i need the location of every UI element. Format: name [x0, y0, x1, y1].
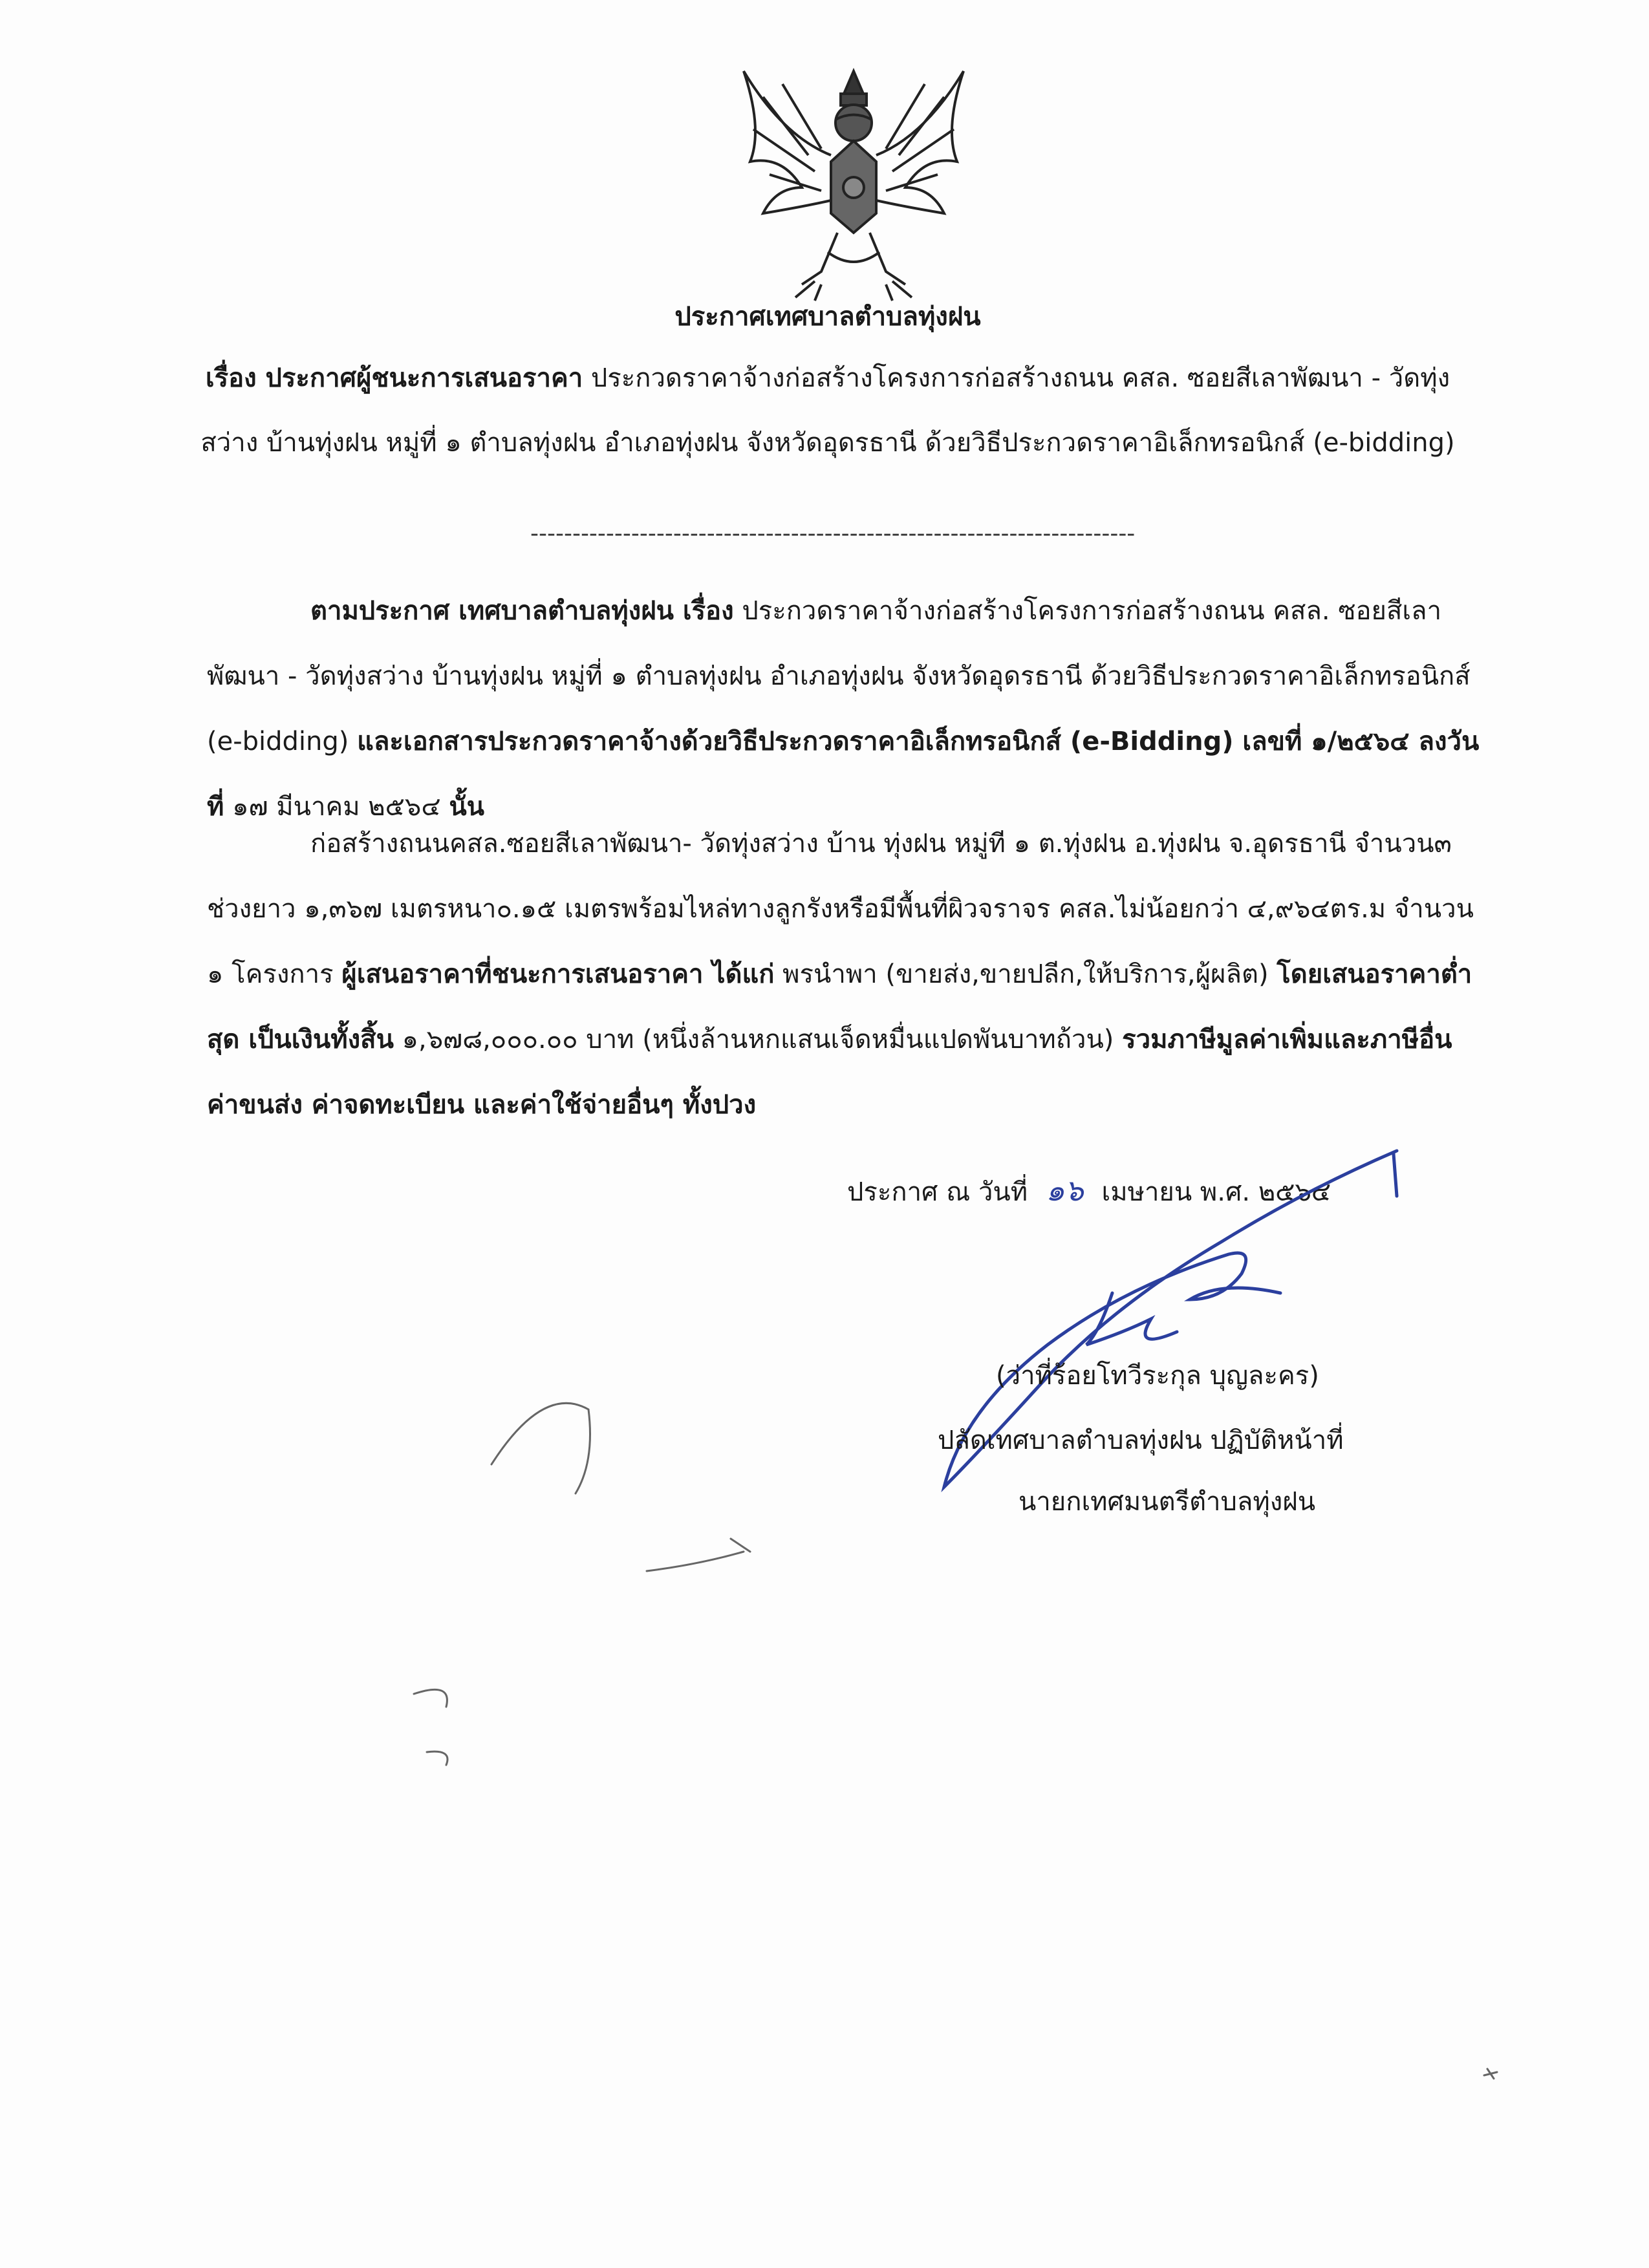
p1-part-2: ประกวดราคาจ้างก่อสร้างโครงการก่อสร้างถนน คสล. ซอยสีเลาพัฒนา - วัดทุ่งสว่าง บ้านทุ่งฝน หมู่ที่ ๑ ตำบลทุ่งฝน อำเภอทุ่งฝน จังหวัดอุดรธานี ด้วยวิธีประกวดราคาอิเล็กทรอนิกส์ (e-bidding) [207, 596, 1471, 756]
p1-part-3: และเอกสารประกวดราคาจ้างด้วยวิธีประกวดราคาอิเล็กทรอนิกส์ (e-Bidding) เลขที่ ๑/๒๕๖๔ ลงวันที่ [207, 727, 1480, 822]
p1-part-5: นั้น [449, 792, 484, 822]
signatory-position-2: นายกเทศมนตรีตำบลทุ่งฝน [1018, 1487, 1316, 1517]
subject-label: เรื่อง ประกาศผู้ชนะการเสนอราคา [205, 363, 583, 393]
p2-part-2: ผู้เสนอราคาที่ชนะการเสนอราคา ได้แก่ [341, 959, 775, 989]
date-prefix: ประกาศ ณ วันที่ [847, 1177, 1028, 1207]
p2-part-3: พรนำพา (ขายส่ง,ขายปลีก,ให้บริการ,ผู้ผลิต) [782, 959, 1269, 989]
body-paragraph-2 [207, 811, 1487, 1138]
subject-text: ประกวดราคาจ้างก่อสร้างโครงการก่อสร้างถนน คสล. ซอยสีเลาพัฒนา - วัดทุ่งสว่าง บ้านทุ่งฝน หมู่ที่ ๑ ตำบลทุ่งฝน อำเภอทุ่งฝน จังหวัดอุดรธานี ด้วยวิธีประกวดราคาอิเล็กทรอนิกส์ (e-bidding) [200, 363, 1455, 458]
title-text: ประกาศเทศบาลตำบลทุ่งฝน [674, 302, 981, 332]
p1-part-1: ตามประกาศ เทศบาลตำบลทุ่งฝน เรื่อง [310, 596, 734, 626]
p2-part-1: ก่อสร้างถนนคสล.ซอยสีเลาพัฒนา- วัดทุ่งสว่าง บ้าน ทุ่งฝน หมู่ที ๑ ต.ทุ่งฝน อ.ทุ่งฝน จ.อุดรธานี จำนวน๓ ช่วงยาว ๑,๓๖๗ เมตรหนา๐.๑๕ เมตรพร้อมไหล่ทางลูกรังหรือมีพื้นที่ผิวจราจร คสล.ไม่น้อยกว่า ๔,๙๖๔ตร.ม จำนวน ๑ โครงการ [207, 829, 1474, 989]
announcement-title [194, 284, 1461, 349]
handwritten-signature [918, 1138, 1423, 1526]
body-paragraph-1 [207, 579, 1487, 840]
date-suffix: เมษายน พ.ศ. ๒๕๖๔ [1101, 1177, 1331, 1207]
signatory-position-1: ปลัดเทศบาลตำบลทุ่งฝน ปฏิบัติหน้าที่ [938, 1426, 1344, 1455]
divider-line: ------------------------------------------------------------------------ [530, 520, 1136, 547]
p1-part-4: ๑๗ มีนาคม ๒๕๖๔ [232, 792, 441, 822]
announcement-subject [194, 346, 1461, 475]
date-day: ๑๖ [1046, 1173, 1084, 1208]
garuda-emblem-icon [724, 58, 983, 304]
p2-part-4: โดยเสนอราคาต่ำสุด เป็นเงินทั้งสิ้น [207, 959, 1472, 1054]
p2-part-5: ๑,๖๗๘,๐๐๐.๐๐ บาท (หนึ่งล้านหกแสนเจ็ดหมื่นแปดพันบาทถ้วน) [402, 1025, 1114, 1054]
p2-part-6: รวมภาษีมูลค่าเพิ่มและภาษีอื่น ค่าขนส่ง ค่าจดทะเบียน และค่าใช้จ่ายอื่นๆ ทั้งปวง [207, 1025, 1452, 1120]
signatory-name: (ว่าที่ร้อยโทวีระกุล บุญละคร) [996, 1361, 1319, 1391]
